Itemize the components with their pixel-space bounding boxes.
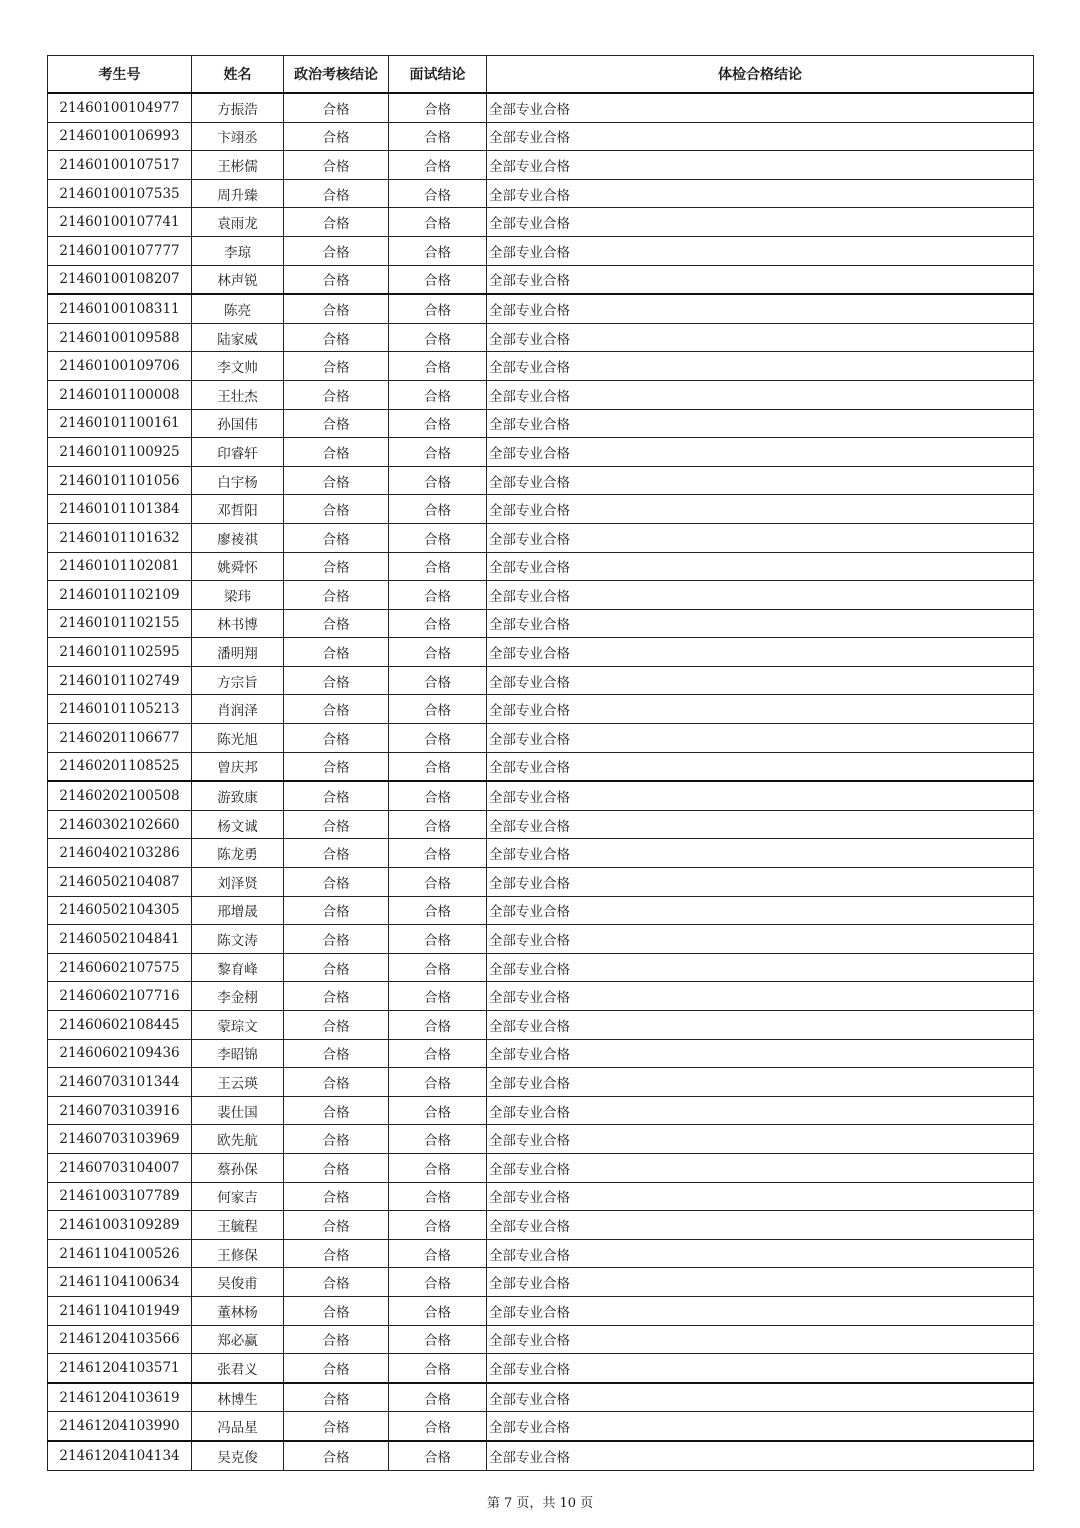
table-row [48, 380, 1034, 409]
cell-physical-exam: 全部专业合格 [487, 810, 1034, 839]
header-political-review: 政治考核结论 [284, 56, 389, 94]
cell-physical-exam: 全部专业合格 [487, 495, 1034, 524]
table-row [48, 1296, 1034, 1325]
cell-exam-id: 21461003107789 [48, 1182, 192, 1211]
cell-political-review: 合格 [284, 724, 389, 753]
cell-name: 陆家威 [192, 323, 284, 352]
cell-political-review: 合格 [284, 179, 389, 208]
cell-exam-id: 21460402103286 [48, 839, 192, 868]
cell-exam-id: 21461204103571 [48, 1354, 192, 1383]
cell-physical-exam: 全部专业合格 [487, 409, 1034, 438]
table-row [48, 1039, 1034, 1068]
cell-physical-exam: 全部专业合格 [487, 1153, 1034, 1182]
cell-physical-exam: 全部专业合格 [487, 208, 1034, 237]
cell-exam-id: 21460201106677 [48, 724, 192, 753]
cell-exam-id: 21460101102081 [48, 552, 192, 581]
cell-political-review: 合格 [284, 523, 389, 552]
cell-exam-id: 21460100109706 [48, 352, 192, 381]
cell-exam-id: 21460100107741 [48, 208, 192, 237]
table-row [48, 438, 1034, 467]
cell-name: 李金栩 [192, 982, 284, 1011]
cell-interview: 合格 [389, 1383, 487, 1412]
cell-political-review: 合格 [284, 638, 389, 667]
cell-interview: 合格 [389, 495, 487, 524]
table-row [48, 294, 1034, 323]
cell-exam-id: 21461104101949 [48, 1296, 192, 1325]
cell-interview: 合格 [389, 352, 487, 381]
cell-exam-id: 21460100106993 [48, 122, 192, 151]
cell-name: 姚舜怀 [192, 552, 284, 581]
cell-political-review: 合格 [284, 666, 389, 695]
cell-exam-id: 21460101101632 [48, 523, 192, 552]
cell-physical-exam: 全部专业合格 [487, 93, 1034, 122]
cell-political-review: 合格 [284, 1125, 389, 1154]
cell-political-review: 合格 [284, 236, 389, 265]
cell-physical-exam: 全部专业合格 [487, 1239, 1034, 1268]
cell-name: 欧先航 [192, 1125, 284, 1154]
cell-political-review: 合格 [284, 1325, 389, 1354]
table-header [48, 56, 1034, 94]
cell-name: 李文帅 [192, 352, 284, 381]
cell-interview: 合格 [389, 466, 487, 495]
table-row [48, 953, 1034, 982]
cell-physical-exam: 全部专业合格 [487, 1182, 1034, 1211]
cell-physical-exam: 全部专业合格 [487, 1039, 1034, 1068]
cell-name: 邢增晟 [192, 896, 284, 925]
cell-political-review: 合格 [284, 695, 389, 724]
cell-interview: 合格 [389, 265, 487, 294]
cell-interview: 合格 [389, 1354, 487, 1383]
cell-name: 王云瑛 [192, 1068, 284, 1097]
table-row [48, 1441, 1034, 1470]
cell-political-review: 合格 [284, 810, 389, 839]
cell-interview: 合格 [389, 896, 487, 925]
cell-political-review: 合格 [284, 1383, 389, 1412]
table-row [48, 1268, 1034, 1297]
cell-interview: 合格 [389, 868, 487, 897]
cell-interview: 合格 [389, 695, 487, 724]
cell-physical-exam: 全部专业合格 [487, 1211, 1034, 1240]
table-row [48, 638, 1034, 667]
cell-exam-id: 21460100107517 [48, 151, 192, 180]
cell-name: 周升臻 [192, 179, 284, 208]
cell-interview: 合格 [389, 638, 487, 667]
cell-physical-exam: 全部专业合格 [487, 1096, 1034, 1125]
table-row [48, 1068, 1034, 1097]
cell-interview: 合格 [389, 1296, 487, 1325]
cell-exam-id: 21460602109436 [48, 1039, 192, 1068]
cell-interview: 合格 [389, 1412, 487, 1441]
page-footer: 第 7 页，共 10 页 [486, 1496, 594, 1511]
cell-exam-id: 21460703101344 [48, 1068, 192, 1097]
cell-exam-id: 21461204103566 [48, 1325, 192, 1354]
cell-name: 廖祾祺 [192, 523, 284, 552]
cell-physical-exam: 全部专业合格 [487, 781, 1034, 810]
table-row [48, 1354, 1034, 1383]
table-row [48, 179, 1034, 208]
cell-physical-exam: 全部专业合格 [487, 581, 1034, 610]
header-exam-id: 考生号 [48, 56, 192, 94]
table-row [48, 1239, 1034, 1268]
cell-name: 王毓程 [192, 1211, 284, 1240]
table-row [48, 323, 1034, 352]
cell-interview: 合格 [389, 839, 487, 868]
candidate-table [47, 55, 1034, 1471]
header-name: 姓名 [192, 56, 284, 94]
header-interview: 面试结论 [389, 56, 487, 94]
cell-name: 吴俊甫 [192, 1268, 284, 1297]
cell-exam-id: 21460602108445 [48, 1011, 192, 1040]
table-row [48, 1096, 1034, 1125]
cell-interview: 合格 [389, 179, 487, 208]
cell-exam-id: 21460101102749 [48, 666, 192, 695]
cell-interview: 合格 [389, 323, 487, 352]
cell-name: 蔡孙保 [192, 1153, 284, 1182]
cell-exam-id: 21460201108525 [48, 752, 192, 781]
cell-exam-id: 21460100104977 [48, 93, 192, 122]
table-body [48, 93, 1034, 1470]
cell-interview: 合格 [389, 1125, 487, 1154]
cell-political-review: 合格 [284, 1412, 389, 1441]
cell-name: 李琼 [192, 236, 284, 265]
cell-name: 方振浩 [192, 93, 284, 122]
cell-exam-id: 21460100107777 [48, 236, 192, 265]
cell-name: 陈光旭 [192, 724, 284, 753]
cell-political-review: 合格 [284, 294, 389, 323]
cell-interview: 合格 [389, 1153, 487, 1182]
cell-interview: 合格 [389, 982, 487, 1011]
cell-name: 刘泽贤 [192, 868, 284, 897]
cell-political-review: 合格 [284, 1268, 389, 1297]
cell-physical-exam: 全部专业合格 [487, 896, 1034, 925]
cell-name: 郑必赢 [192, 1325, 284, 1354]
cell-exam-id: 21460101102109 [48, 581, 192, 610]
table-row [48, 1182, 1034, 1211]
cell-interview: 合格 [389, 1239, 487, 1268]
table-row [48, 752, 1034, 781]
cell-name: 邓哲阳 [192, 495, 284, 524]
cell-physical-exam: 全部专业合格 [487, 294, 1034, 323]
cell-exam-id: 21460101102155 [48, 609, 192, 638]
cell-interview: 合格 [389, 810, 487, 839]
cell-physical-exam: 全部专业合格 [487, 438, 1034, 467]
table-row [48, 781, 1034, 810]
cell-physical-exam: 全部专业合格 [487, 1125, 1034, 1154]
cell-interview: 合格 [389, 552, 487, 581]
table-row [48, 1383, 1034, 1412]
table-row [48, 523, 1034, 552]
cell-name: 陈亮 [192, 294, 284, 323]
cell-exam-id: 21460101100925 [48, 438, 192, 467]
cell-interview: 合格 [389, 523, 487, 552]
cell-exam-id: 21461204104134 [48, 1441, 192, 1470]
cell-physical-exam: 全部专业合格 [487, 1296, 1034, 1325]
cell-physical-exam: 全部专业合格 [487, 352, 1034, 381]
cell-name: 游致康 [192, 781, 284, 810]
table-row [48, 1325, 1034, 1354]
table-row [48, 581, 1034, 610]
cell-interview: 合格 [389, 1068, 487, 1097]
cell-interview: 合格 [389, 409, 487, 438]
cell-political-review: 合格 [284, 1096, 389, 1125]
table-row [48, 1412, 1034, 1441]
cell-political-review: 合格 [284, 1182, 389, 1211]
cell-name: 林声锐 [192, 265, 284, 294]
cell-exam-id: 21460502104841 [48, 925, 192, 954]
cell-physical-exam: 全部专业合格 [487, 695, 1034, 724]
cell-exam-id: 21460502104087 [48, 868, 192, 897]
table-row [48, 352, 1034, 381]
cell-physical-exam: 全部专业合格 [487, 638, 1034, 667]
cell-political-review: 合格 [284, 982, 389, 1011]
cell-physical-exam: 全部专业合格 [487, 953, 1034, 982]
cell-physical-exam: 全部专业合格 [487, 151, 1034, 180]
cell-political-review: 合格 [284, 151, 389, 180]
cell-interview: 合格 [389, 1211, 487, 1240]
cell-interview: 合格 [389, 609, 487, 638]
cell-exam-id: 21460101105213 [48, 695, 192, 724]
cell-physical-exam: 全部专业合格 [487, 1011, 1034, 1040]
cell-interview: 合格 [389, 752, 487, 781]
table-row [48, 1211, 1034, 1240]
cell-political-review: 合格 [284, 953, 389, 982]
cell-name: 肖润泽 [192, 695, 284, 724]
cell-name: 曾庆邦 [192, 752, 284, 781]
cell-physical-exam: 全部专业合格 [487, 552, 1034, 581]
cell-exam-id: 21460703103969 [48, 1125, 192, 1154]
cell-name: 蒙琮文 [192, 1011, 284, 1040]
cell-name: 梁玮 [192, 581, 284, 610]
table-row [48, 609, 1034, 638]
cell-interview: 合格 [389, 724, 487, 753]
cell-name: 方宗旨 [192, 666, 284, 695]
cell-exam-id: 21460602107575 [48, 953, 192, 982]
cell-interview: 合格 [389, 581, 487, 610]
cell-name: 卞翊丞 [192, 122, 284, 151]
cell-political-review: 合格 [284, 265, 389, 294]
cell-political-review: 合格 [284, 581, 389, 610]
cell-political-review: 合格 [284, 1153, 389, 1182]
cell-political-review: 合格 [284, 380, 389, 409]
cell-political-review: 合格 [284, 1211, 389, 1240]
cell-physical-exam: 全部专业合格 [487, 236, 1034, 265]
cell-political-review: 合格 [284, 438, 389, 467]
cell-interview: 合格 [389, 1441, 487, 1470]
cell-political-review: 合格 [284, 208, 389, 237]
cell-political-review: 合格 [284, 93, 389, 122]
cell-exam-id: 21461204103990 [48, 1412, 192, 1441]
cell-political-review: 合格 [284, 1068, 389, 1097]
cell-physical-exam: 全部专业合格 [487, 1383, 1034, 1412]
cell-exam-id: 21461003109289 [48, 1211, 192, 1240]
cell-exam-id: 21460100109588 [48, 323, 192, 352]
cell-exam-id: 21460101102595 [48, 638, 192, 667]
cell-exam-id: 21460502104305 [48, 896, 192, 925]
cell-name: 袁雨龙 [192, 208, 284, 237]
table-row [48, 810, 1034, 839]
cell-name: 冯品星 [192, 1412, 284, 1441]
cell-exam-id: 21461104100634 [48, 1268, 192, 1297]
table-row [48, 1125, 1034, 1154]
cell-exam-id: 21460100108207 [48, 265, 192, 294]
table-row [48, 466, 1034, 495]
cell-physical-exam: 全部专业合格 [487, 323, 1034, 352]
cell-physical-exam: 全部专业合格 [487, 868, 1034, 897]
header-row [48, 56, 1034, 94]
table-row [48, 122, 1034, 151]
cell-physical-exam: 全部专业合格 [487, 666, 1034, 695]
cell-name: 印睿轩 [192, 438, 284, 467]
cell-interview: 合格 [389, 1268, 487, 1297]
header-physical-exam: 体检合格结论 [487, 56, 1034, 94]
cell-exam-id: 21460100108311 [48, 294, 192, 323]
cell-interview: 合格 [389, 781, 487, 810]
cell-physical-exam: 全部专业合格 [487, 1325, 1034, 1354]
cell-name: 董林杨 [192, 1296, 284, 1325]
cell-physical-exam: 全部专业合格 [487, 724, 1034, 753]
cell-exam-id: 21460602107716 [48, 982, 192, 1011]
cell-exam-id: 21460100107535 [48, 179, 192, 208]
table-row [48, 1153, 1034, 1182]
table-row [48, 1011, 1034, 1040]
cell-physical-exam: 全部专业合格 [487, 925, 1034, 954]
table-row [48, 839, 1034, 868]
cell-political-review: 合格 [284, 839, 389, 868]
cell-political-review: 合格 [284, 352, 389, 381]
table-row [48, 896, 1034, 925]
cell-exam-id: 21460703104007 [48, 1153, 192, 1182]
cell-interview: 合格 [389, 925, 487, 954]
cell-physical-exam: 全部专业合格 [487, 1068, 1034, 1097]
cell-exam-id: 21461104100526 [48, 1239, 192, 1268]
cell-name: 吴克俊 [192, 1441, 284, 1470]
cell-political-review: 合格 [284, 1441, 389, 1470]
table-row [48, 695, 1034, 724]
cell-name: 王修保 [192, 1239, 284, 1268]
table-row [48, 495, 1034, 524]
cell-name: 林博生 [192, 1383, 284, 1412]
cell-exam-id: 21460101100161 [48, 409, 192, 438]
cell-political-review: 合格 [284, 409, 389, 438]
cell-physical-exam: 全部专业合格 [487, 752, 1034, 781]
cell-political-review: 合格 [284, 1354, 389, 1383]
table-row [48, 552, 1034, 581]
cell-name: 陈文涛 [192, 925, 284, 954]
cell-name: 裴仕国 [192, 1096, 284, 1125]
cell-political-review: 合格 [284, 466, 389, 495]
cell-name: 黎育峰 [192, 953, 284, 982]
table-row [48, 265, 1034, 294]
cell-political-review: 合格 [284, 752, 389, 781]
cell-exam-id: 21460302102660 [48, 810, 192, 839]
cell-interview: 合格 [389, 1039, 487, 1068]
cell-physical-exam: 全部专业合格 [487, 466, 1034, 495]
cell-physical-exam: 全部专业合格 [487, 1441, 1034, 1470]
table-row [48, 925, 1034, 954]
cell-interview: 合格 [389, 93, 487, 122]
cell-name: 张君义 [192, 1354, 284, 1383]
cell-physical-exam: 全部专业合格 [487, 179, 1034, 208]
cell-name: 何家吉 [192, 1182, 284, 1211]
cell-interview: 合格 [389, 1096, 487, 1125]
cell-exam-id: 21460202100508 [48, 781, 192, 810]
table-row [48, 93, 1034, 122]
cell-political-review: 合格 [284, 552, 389, 581]
cell-name: 杨文诚 [192, 810, 284, 839]
cell-political-review: 合格 [284, 495, 389, 524]
cell-political-review: 合格 [284, 1011, 389, 1040]
table-row [48, 724, 1034, 753]
cell-physical-exam: 全部专业合格 [487, 122, 1034, 151]
cell-name: 潘明翔 [192, 638, 284, 667]
cell-physical-exam: 全部专业合格 [487, 982, 1034, 1011]
table-row [48, 982, 1034, 1011]
cell-interview: 合格 [389, 294, 487, 323]
cell-political-review: 合格 [284, 896, 389, 925]
cell-interview: 合格 [389, 151, 487, 180]
cell-physical-exam: 全部专业合格 [487, 380, 1034, 409]
cell-physical-exam: 全部专业合格 [487, 1412, 1034, 1441]
cell-interview: 合格 [389, 953, 487, 982]
cell-political-review: 合格 [284, 323, 389, 352]
cell-interview: 合格 [389, 1011, 487, 1040]
table-row [48, 666, 1034, 695]
cell-interview: 合格 [389, 1182, 487, 1211]
cell-name: 李昭锦 [192, 1039, 284, 1068]
cell-exam-id: 21461204103619 [48, 1383, 192, 1412]
cell-interview: 合格 [389, 666, 487, 695]
cell-political-review: 合格 [284, 1239, 389, 1268]
cell-name: 林书博 [192, 609, 284, 638]
cell-physical-exam: 全部专业合格 [487, 1268, 1034, 1297]
table-row [48, 868, 1034, 897]
table-row [48, 409, 1034, 438]
table-row [48, 208, 1034, 237]
cell-exam-id: 21460101101056 [48, 466, 192, 495]
cell-name: 陈龙勇 [192, 839, 284, 868]
cell-interview: 合格 [389, 236, 487, 265]
cell-name: 白宇杨 [192, 466, 284, 495]
cell-physical-exam: 全部专业合格 [487, 523, 1034, 552]
cell-political-review: 合格 [284, 925, 389, 954]
table-row [48, 151, 1034, 180]
cell-interview: 合格 [389, 208, 487, 237]
cell-physical-exam: 全部专业合格 [487, 839, 1034, 868]
cell-interview: 合格 [389, 380, 487, 409]
cell-physical-exam: 全部专业合格 [487, 609, 1034, 638]
cell-interview: 合格 [389, 1325, 487, 1354]
cell-name: 孙国伟 [192, 409, 284, 438]
cell-exam-id: 21460101100008 [48, 380, 192, 409]
cell-name: 王彬儒 [192, 151, 284, 180]
cell-name: 王壮杰 [192, 380, 284, 409]
cell-physical-exam: 全部专业合格 [487, 1354, 1034, 1383]
cell-exam-id: 21460703103916 [48, 1096, 192, 1125]
cell-political-review: 合格 [284, 868, 389, 897]
cell-interview: 合格 [389, 122, 487, 151]
cell-physical-exam: 全部专业合格 [487, 265, 1034, 294]
cell-political-review: 合格 [284, 122, 389, 151]
cell-exam-id: 21460101101384 [48, 495, 192, 524]
cell-political-review: 合格 [284, 1296, 389, 1325]
table-row [48, 236, 1034, 265]
cell-political-review: 合格 [284, 1039, 389, 1068]
cell-interview: 合格 [389, 438, 487, 467]
cell-political-review: 合格 [284, 609, 389, 638]
cell-political-review: 合格 [284, 781, 389, 810]
